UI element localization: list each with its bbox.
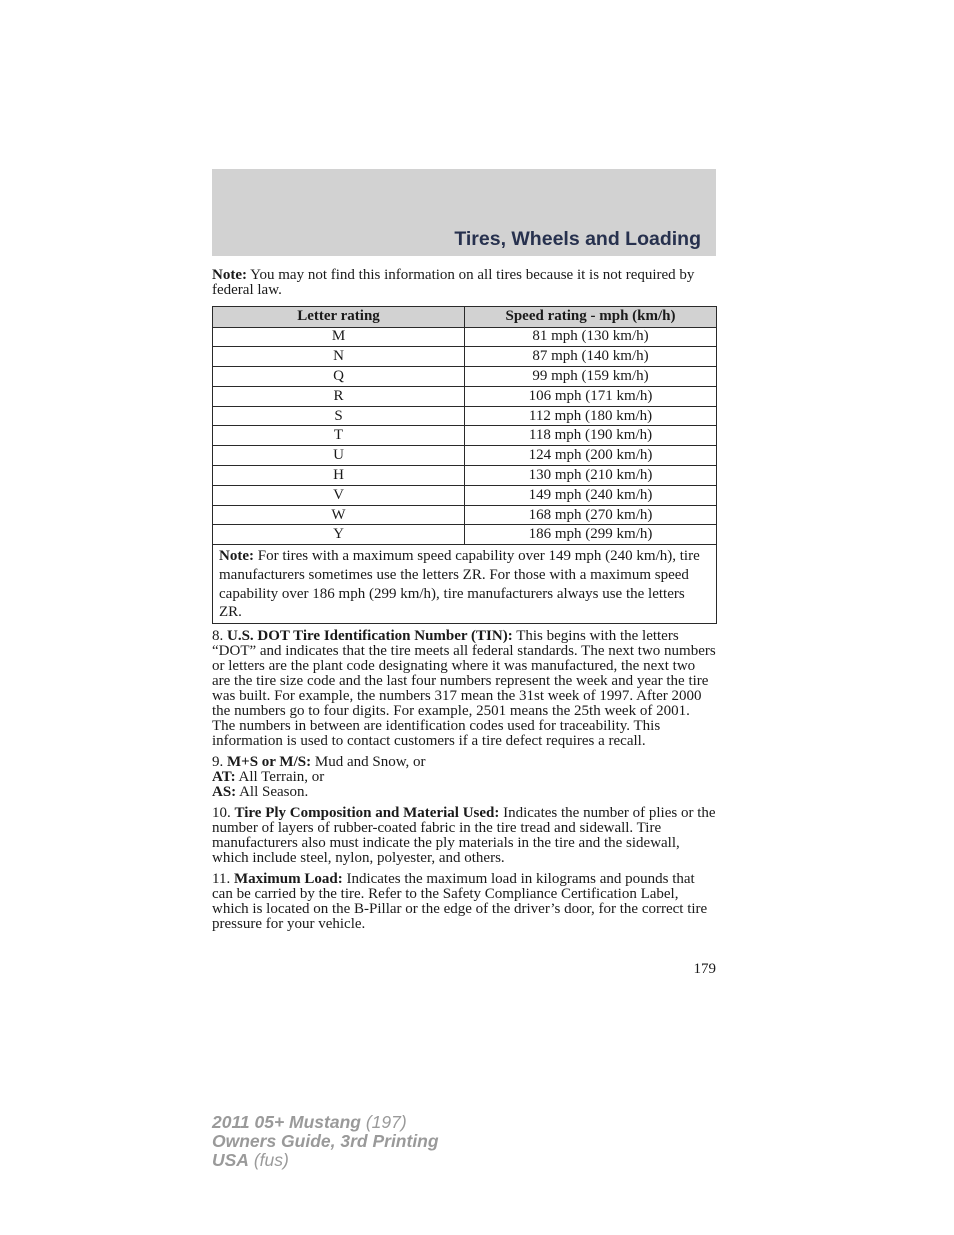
top-note (212, 268, 716, 298)
letter-cell: Y (213, 525, 465, 545)
footer-guide: Owners Guide, 3rd Printing (212, 1131, 439, 1151)
speed-cell: 99 mph (159 km/h) (465, 367, 717, 387)
item-9-at-label: AT: (212, 769, 236, 786)
table-row (213, 466, 717, 486)
footer-market: USA (212, 1150, 249, 1170)
letter-cell: V (213, 485, 465, 505)
letter-cell: R (213, 386, 465, 406)
item-10-number: 10. (212, 805, 235, 822)
table-note-text: For tires with a maximum speed capability over 149 mph (240 km/h), tire manufacturers sometimes use the letters ZR. For those with a maximum speed capability over 186 mph (299 km/h), tire manufacturers always use the letters ZR. (219, 548, 700, 621)
speed-cell: 130 mph (210 km/h) (465, 466, 717, 486)
speed-cell: 87 mph (140 km/h) (465, 347, 717, 367)
column-header-speed: Speed rating - mph (km/h) (465, 307, 717, 328)
table-note-label: Note: (219, 548, 254, 565)
letter-cell: U (213, 446, 465, 466)
page-content (212, 268, 716, 932)
speed-cell: 81 mph (130 km/h) (465, 327, 717, 347)
table-row (213, 406, 717, 426)
footer-market-code: (fus) (248, 1150, 289, 1170)
speed-cell: 106 mph (171 km/h) (465, 386, 717, 406)
item-11-text: Indicates the maximum load in kilograms and pounds that can be carried by the tire. Refer to the Safety Compliance Certification Label, which is located on the B-Pillar or the edge of the driver’s door, for the correct tire pressure for your vehicle. (212, 871, 708, 933)
table-row (213, 426, 717, 446)
letter-cell: N (213, 347, 465, 367)
item-9-as-label: AS: (212, 784, 237, 801)
table-header-row (213, 307, 717, 328)
speed-cell: 112 mph (180 km/h) (465, 406, 717, 426)
item-8-title: U.S. DOT Tire Identification Number (TIN): (227, 628, 513, 645)
speed-cell: 168 mph (270 km/h) (465, 505, 717, 525)
item-9-number: 9. (212, 754, 227, 771)
footer-model-code: (197) (360, 1112, 407, 1132)
table-row (213, 525, 717, 545)
item-10-text: Indicates the number of plies or the number of layers of rubber-coated fabric in the tire tread and sidewall. Tire manufacturers also must indicate the ply materials in the tire and the sidewall, which include steel, nylon, polyester, and others. (212, 805, 716, 867)
speed-rating-table (212, 306, 717, 624)
item-9-ms-text: Mud and Snow, or (311, 754, 426, 771)
letter-cell: M (213, 327, 465, 347)
table-row (213, 505, 717, 525)
table-note (213, 545, 717, 624)
table-row (213, 327, 717, 347)
letter-cell: Q (213, 367, 465, 387)
item-8-text: This begins with the letters “DOT” and indicates that the tire meets all federal standards. The next two numbers or letters are the plant code designating where it was manufactured, the next two are the tire size code and the last four numbers represent the week and year the tire was built. For example, the numbers 317 mean the 31st week of 1997. After 2000 the numbers go to four digits. For example, 2501 means the 25th week of 2001. The numbers in between are identification codes used for traceability. This information is used to contact customers if a tire defect requires a recall. (212, 628, 716, 750)
letter-cell: H (213, 466, 465, 486)
section-header-band (212, 169, 716, 256)
speed-cell: 149 mph (240 km/h) (465, 485, 717, 505)
item-8-tin (212, 629, 716, 749)
item-9-as-text: All Season. (236, 784, 309, 801)
section-title: Tires, Wheels and Loading (454, 228, 701, 250)
top-note-label: Note: (212, 267, 247, 283)
table-note-row (213, 545, 717, 624)
column-header-letter: Letter rating (213, 307, 465, 328)
item-11-max-load (212, 872, 716, 932)
footer-line-market (212, 1151, 439, 1170)
speed-cell: 186 mph (299 km/h) (465, 525, 717, 545)
letter-cell: T (213, 426, 465, 446)
item-10-ply (212, 806, 716, 866)
footer-line-guide (212, 1132, 439, 1151)
top-note-text: You may not find this information on all tires because it is not required by federal law. (212, 267, 695, 298)
letter-cell: S (213, 406, 465, 426)
table-row (213, 347, 717, 367)
speed-cell: 118 mph (190 km/h) (465, 426, 717, 446)
table-row (213, 367, 717, 387)
speed-cell: 124 mph (200 km/h) (465, 446, 717, 466)
letter-cell: W (213, 505, 465, 525)
item-10-title: Tire Ply Composition and Material Used: (234, 805, 500, 822)
footer-model: 2011 05+ Mustang (212, 1112, 361, 1132)
item-9-ms-label: M+S or M/S: (227, 754, 312, 771)
table-row (213, 485, 717, 505)
item-9-at-text: All Terrain, or (235, 769, 325, 786)
page-number: 179 (693, 961, 716, 977)
item-11-title: Maximum Load: (233, 871, 343, 888)
document-footer (212, 1113, 439, 1170)
item-11-number: 11. (212, 871, 234, 888)
item-8-number: 8. (212, 628, 227, 645)
item-9-season (212, 755, 716, 800)
table-row (213, 386, 717, 406)
table-row (213, 446, 717, 466)
footer-line-model (212, 1113, 439, 1132)
